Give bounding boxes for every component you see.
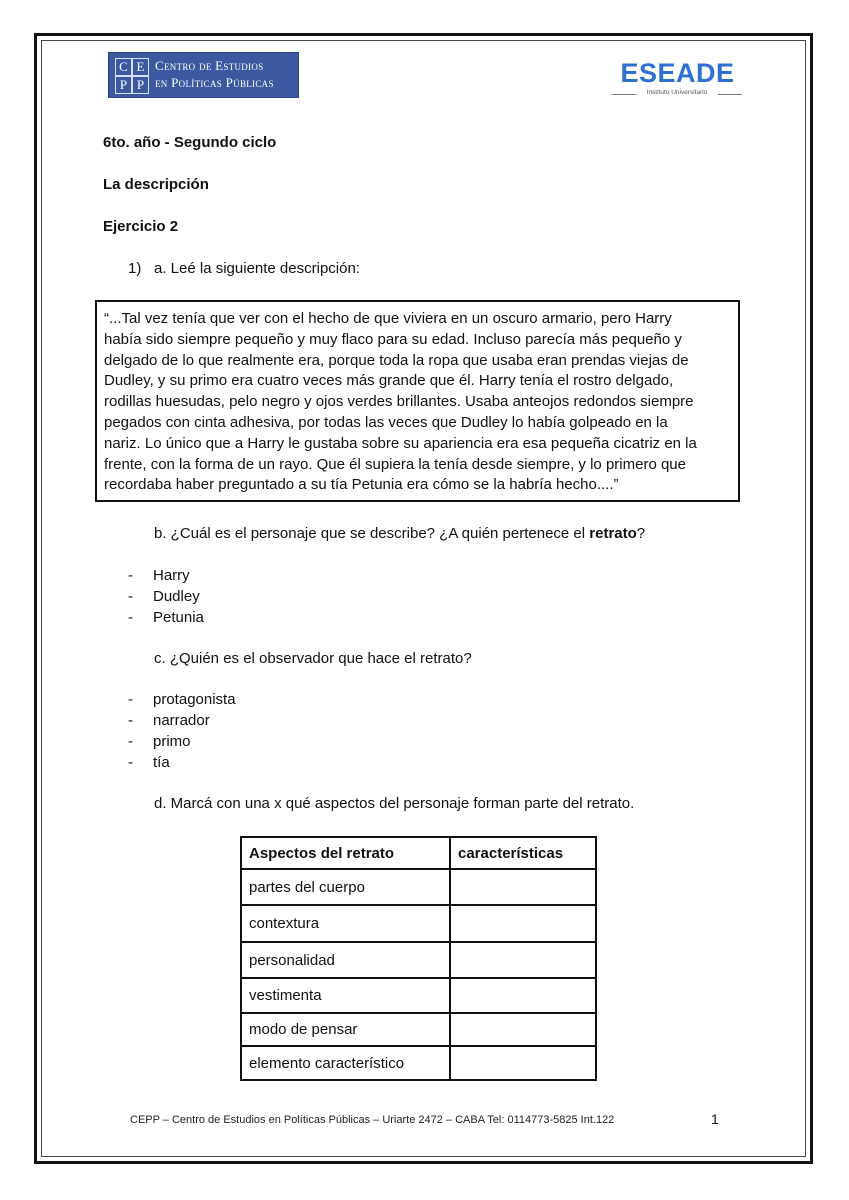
cepp-letter: E	[132, 58, 149, 76]
aspect-cell: vestimenta	[241, 978, 450, 1013]
quote-line: había sido siempre pequeño y muy flaco para su edad. Incluso parecía más pequeño y	[104, 330, 682, 348]
aspect-cell: personalidad	[241, 942, 450, 978]
aspect-cell: partes del cuerpo	[241, 869, 450, 905]
option-label: tía	[153, 754, 170, 771]
option-label: Harry	[153, 567, 190, 584]
list-dash: -	[128, 712, 133, 729]
list-item	[128, 566, 204, 587]
list-dash: -	[128, 754, 133, 771]
option-label: narrador	[153, 712, 210, 729]
cepp-logo-letters	[115, 58, 149, 94]
question-number: 1)	[128, 260, 142, 277]
cepp-logo-line2: en Políticas Públicas	[155, 75, 274, 90]
mark-cell[interactable]	[450, 869, 596, 905]
question-b-text-bold: retrato	[589, 525, 637, 542]
table-row	[241, 978, 596, 1013]
aspect-cell: elemento característico	[241, 1046, 450, 1080]
page-number: 1	[711, 1111, 719, 1127]
list-dash: -	[128, 567, 133, 584]
table-row	[241, 942, 596, 978]
table-header-row	[241, 837, 596, 869]
question-b-text-before: b. ¿Cuál es el personaje que se describe? ¿A quién pertenece el	[154, 525, 590, 542]
quote-line: recordaba haber preguntado a su tía Petunia era cómo se la habría hecho....”	[104, 476, 619, 494]
mark-cell[interactable]	[450, 1013, 596, 1046]
table-row	[241, 1013, 596, 1046]
mark-cell[interactable]	[450, 905, 596, 942]
cepp-letter: P	[115, 76, 132, 94]
table-header-characteristics: características	[450, 837, 596, 869]
quote-line: pegados con cinta adhesiva, por todas las veces que Dudley lo había golpeado en la	[104, 413, 668, 431]
aspects-table	[240, 836, 597, 1081]
grade-heading: 6to. año - Segundo ciclo	[103, 134, 277, 151]
eseade-rule-left	[612, 94, 636, 95]
list-item	[128, 608, 204, 629]
table-row	[241, 869, 596, 905]
question-d-text: d. Marcá con una x qué aspectos del personaje forman parte del retrato.	[154, 795, 635, 812]
list-item	[128, 732, 236, 753]
cepp-logo	[108, 52, 299, 98]
cepp-letter: P	[132, 76, 149, 94]
list-dash: -	[128, 691, 133, 708]
cepp-logo-line1: Centro de Estudios	[155, 58, 264, 73]
quote-line: nariz. Lo único que a Harry le gustaba sobre su apariencia era esa pequeña cicatriz en la	[104, 434, 697, 452]
list-item	[128, 753, 236, 774]
list-item	[128, 587, 204, 608]
list-item	[128, 711, 236, 732]
quote-line: frente, con la forma de un rayo. Que él supiera la tenía desde siempre, y lo primero que	[104, 455, 686, 473]
list-dash: -	[128, 609, 133, 626]
question-b-text-after: ?	[636, 525, 646, 542]
list-dash: -	[128, 733, 133, 750]
table-row	[241, 1046, 596, 1080]
cepp-letter: C	[115, 58, 132, 76]
question-c-options	[128, 690, 236, 774]
aspect-cell: modo de pensar	[241, 1013, 450, 1046]
footer-text: CEPP – Centro de Estudios en Políticas Públicas – Uriarte 2472 – CABA Tel: 0114773-5825 Int.122	[130, 1114, 615, 1126]
quote-line: delgado de lo que realmente era, porque toda la ropa que usaba eran prendas viejas de	[104, 351, 689, 369]
mark-cell[interactable]	[450, 978, 596, 1013]
option-label: Petunia	[153, 609, 204, 626]
table-row	[241, 905, 596, 942]
list-item	[128, 690, 236, 711]
question-b-options	[128, 566, 204, 629]
exercise-heading: Ejercicio 2	[103, 218, 179, 235]
option-label: primo	[153, 733, 191, 750]
quote-box	[95, 300, 740, 502]
aspect-cell: contextura	[241, 905, 450, 942]
list-dash: -	[128, 588, 133, 605]
option-label: protagonista	[153, 691, 236, 708]
eseade-logo-subtitle-block	[612, 88, 742, 100]
topic-heading: La descripción	[103, 176, 209, 193]
option-label: Dudley	[153, 588, 200, 605]
eseade-logo-subtitle: Instituto Universitario	[646, 89, 708, 96]
quote-line: Dudley, y su primo era cuatro veces más grande que él. Harry tenía el rostro delgado,	[104, 372, 674, 390]
question-1a-text: a. Leé la siguiente descripción:	[154, 260, 360, 277]
quote-line: rodillas huesudas, pelo negro y ojos verdes brillantes. Usaba anteojos redondos siempre	[104, 393, 694, 411]
question-b-text	[154, 525, 645, 542]
question-c-text: c. ¿Quién es el observador que hace el retrato?	[154, 650, 472, 667]
eseade-logo: ESEADE	[620, 58, 735, 88]
eseade-rule-right	[718, 94, 742, 95]
mark-cell[interactable]	[450, 1046, 596, 1080]
table-header-aspects: Aspectos del retrato	[241, 837, 450, 869]
mark-cell[interactable]	[450, 942, 596, 978]
quote-line: “...Tal vez tenía que ver con el hecho de que viviera en un oscuro armario, pero Harry	[104, 310, 672, 327]
